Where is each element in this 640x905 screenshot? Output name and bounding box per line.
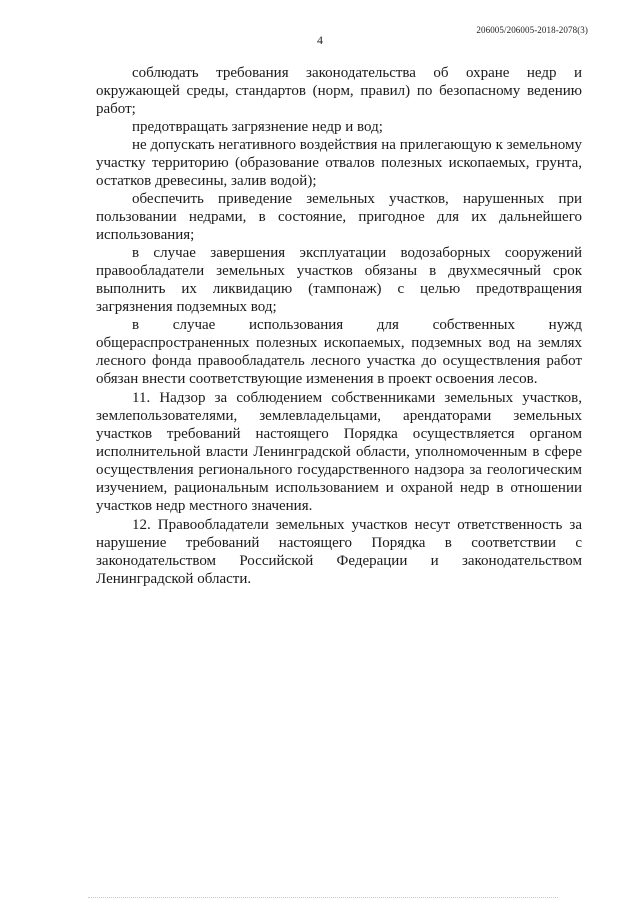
scan-bottom-edge — [88, 897, 558, 899]
paragraph-water-intake-liquidation: в случае завершения эксплуатации водозаборных сооружений правообладатели земельных участков обязаны в двухмесячный срок выполнить их ликвидацию (тампонаж) с целью предотвращения загрязнения подземных вод; — [96, 245, 582, 315]
paragraph-12-liability: 12. Правообладатели земельных участков несут ответственность за нарушение требований настоящего Порядка в соответствии с законодательством Российской Федерации и законодательством Ленинградской области. — [96, 517, 582, 587]
paragraph-comply-requirements: соблюдать требования законодательства об охране недр и окружающей среды, стандартов (норм, правил) по безопасному ведению работ; — [96, 65, 582, 117]
paragraph-restore-land: обеспечить приведение земельных участков, нарушенных при пользовании недрами, в состояние, пригодное для их дальнейшего использования; — [96, 191, 582, 243]
paragraph-prevent-pollution: предотвращать загрязнение недр и вод; — [132, 119, 383, 135]
paragraph-11-supervision: 11. Надзор за соблюдением собственниками земельных участков, землепользователями, землевладельцами, арендаторами земельных участков требований настоящего Порядка осуществляется органом исполнительной власти Ленинградской области, уполномоченным в сфере осуществления регионального государственного надзора за геологическим изучением, рациональным использованием и охраной недр в отношении участков недр местного значения. — [96, 390, 582, 514]
document-reference-number: 206005/206005-2018-2078(3) — [476, 25, 588, 35]
paragraph-forest-fund-use: в случае использования для собственных нужд общераспространенных полезных ископаемых, подземных вод на землях лесного фонда правообладатель лесного участка до осуществления работ обязан внести соответствующие изменения в проект освоения лесов. — [96, 317, 582, 387]
document-body — [96, 64, 582, 588]
page-number: 4 — [317, 33, 323, 47]
paragraph-no-negative-impact: не допускать негативного воздействия на прилегающую к земельному участку территорию (образование отвалов полезных ископаемых, грунта, остатков древесины, залив водой); — [96, 137, 582, 189]
